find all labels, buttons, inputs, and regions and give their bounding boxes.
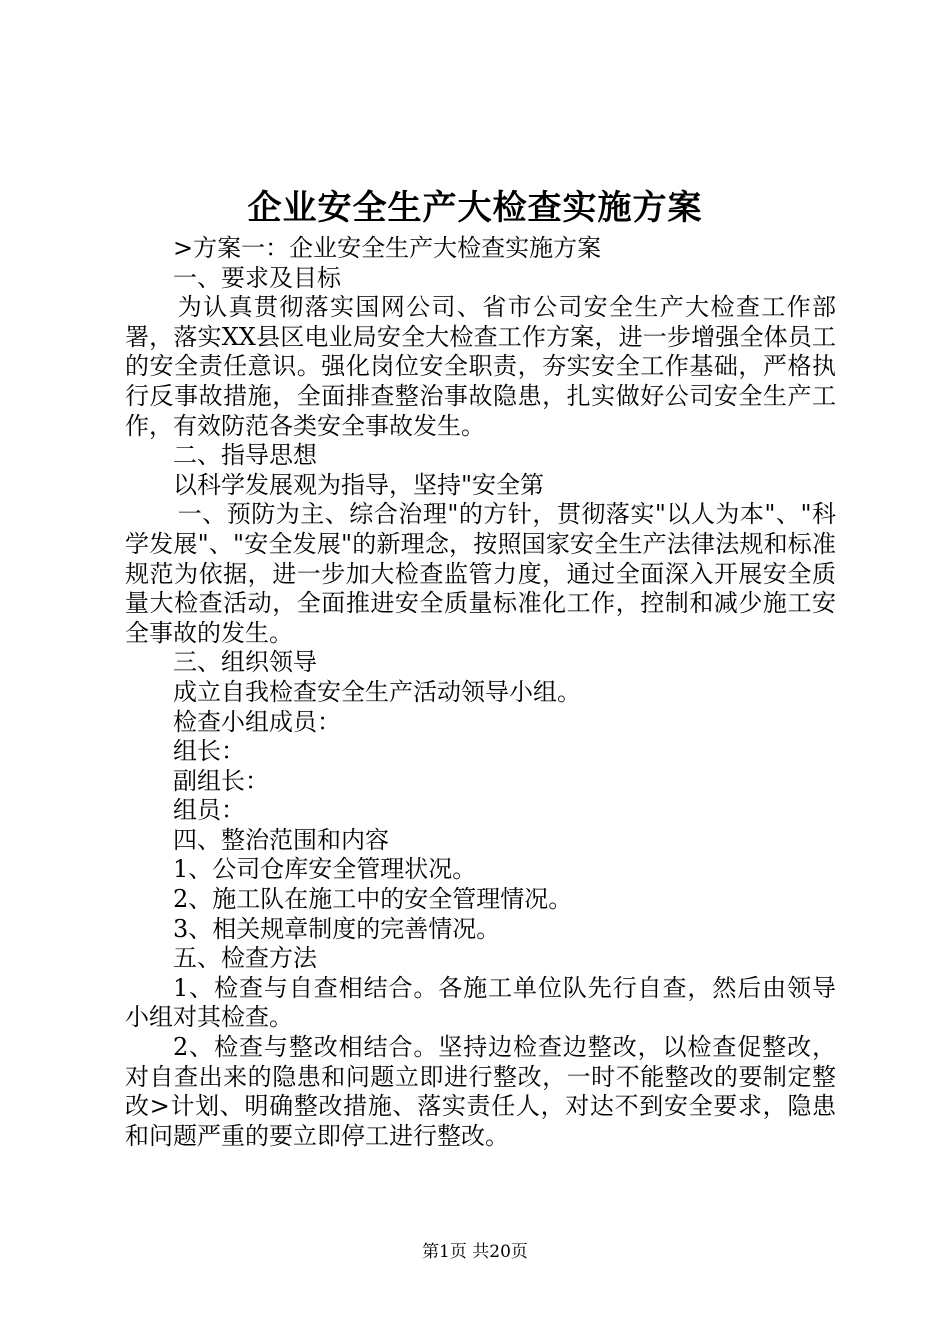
document-body: [125, 234, 836, 1151]
section-heading-guiding-ideology: 二、指导思想: [173, 441, 317, 470]
paragraph-requirements: 为认真贯彻落实国网公司、省市公司安全生产大检查工作部署，落实XX县区电业局安全大检查工作方案，进一步增强全体员工的安全责任意识。强化岗位安全职责，夯实安全工作基础，严格执行反事故措施，全面排查整治事故隐患，扎实做好公司安全生产工作，有效防范各类安全事故发生。: [125, 293, 836, 440]
paragraph-group-members: 检查小组成员：: [173, 707, 341, 736]
section-heading-methods: 五、检查方法: [173, 944, 317, 973]
page-number-footer: 第1页 共20页: [422, 1242, 528, 1262]
section-heading-scope: 四、整治范围和内容: [173, 825, 389, 854]
section-heading-requirements: 一、要求及目标: [173, 263, 341, 292]
list-item-method-2: 2、检查与整改相结合。坚持边检查边整改，以检查促整改，对自查出来的隐患和问题立即进行整改，一时不能整改的要制定整改>计划、明确整改措施、落实责任人，对达不到安全要求，隐患和问题严重的要立即停工进行整改。: [125, 1033, 836, 1150]
list-item-scope-2: 2、施工队在施工中的安全管理情况。: [173, 885, 573, 914]
paragraph-plan-heading: >方案一：企业安全生产大检查实施方案: [173, 234, 602, 262]
list-item-scope-3: 3、相关规章制度的完善情况。: [173, 914, 501, 943]
paragraph-guiding-ideology-start: 以科学发展观为指导，坚持"安全第: [173, 470, 545, 499]
paragraph-deputy-leader: 副组长：: [173, 766, 269, 795]
list-item-method-1: 1、检查与自查相结合。各施工单位队先行自查，然后由领导小组对其检查。: [125, 973, 836, 1032]
list-item-scope-1: 1、公司仓库安全管理状况。: [173, 855, 477, 884]
section-heading-leadership: 三、组织领导: [173, 648, 317, 677]
paragraph-group-leader: 组长：: [173, 737, 245, 766]
paragraph-members: 组员：: [173, 796, 245, 825]
paragraph-guiding-ideology: 一、预防为主、综合治理"的方针，贯彻落实"以人为本"、"科学发展"、"安全发展"的新理念，按照国家安全生产法律法规和标准规范为依据，进一步加大检查监管力度，通过全面深入开展安全质量大检查活动，全面推进安全质量标准化工作，控制和减少施工安全事故的发生。: [125, 500, 836, 647]
paragraph-leadership-group: 成立自我检查安全生产活动领导小组。: [173, 677, 581, 706]
document-title: 企业安全生产大检查实施方案: [247, 188, 703, 228]
